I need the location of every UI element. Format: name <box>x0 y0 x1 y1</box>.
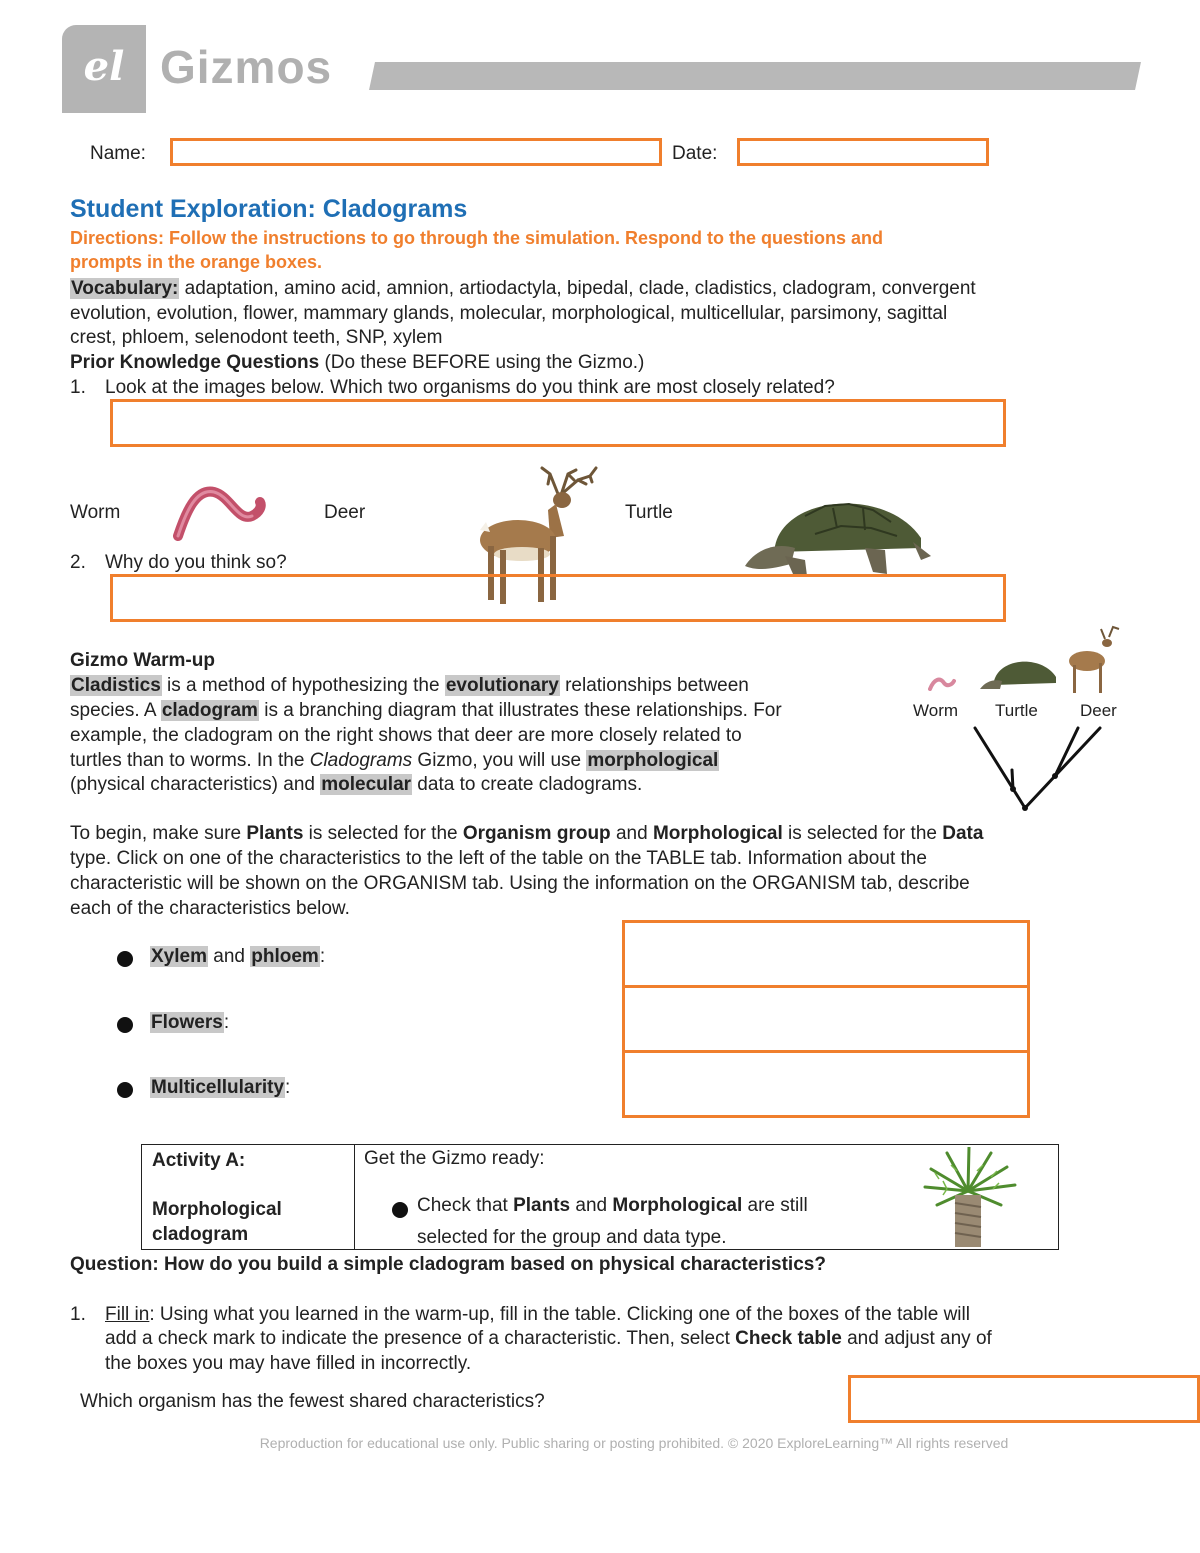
begin-line-3: characteristic will be shown on the ORGANISM tab. Using the information on the ORGANISM tab, describe <box>70 873 970 894</box>
fill-line-2 <box>105 1326 992 1351</box>
vocabulary-line-3: crest, phloem, selenodont teeth, SNP, xylem <box>70 327 443 348</box>
begin-text: is selected for the <box>303 823 463 844</box>
characteristic-colon: : <box>223 1012 230 1033</box>
cladogram-label-deer: Deer <box>1080 701 1117 720</box>
vocabulary-line-1 <box>70 276 976 301</box>
warmup-line-1 <box>70 673 749 698</box>
check-text: are still <box>742 1195 808 1216</box>
cladogram-figure <box>900 625 1140 815</box>
gizmo-ready-label: Get the Gizmo ready: <box>364 1148 545 1169</box>
begin-text: is selected for the <box>782 823 943 844</box>
warmup-heading: Gizmo Warm-up <box>70 650 215 671</box>
warmup-text: (physical characteristics) and <box>70 774 321 795</box>
warmup-line-4 <box>70 748 719 773</box>
vocabulary-text: adaptation, amino acid, amnion, artiodactyla, bipedal, clade, cladistics, cladogram, convergent <box>184 278 976 299</box>
warmup-text: Gizmo, you will use <box>412 750 587 771</box>
prior-heading-label: Prior Knowledge Questions <box>70 352 320 373</box>
fewest-answer-box[interactable] <box>848 1375 1200 1423</box>
date-label: Date: <box>672 143 718 164</box>
directions-line-1: Directions: Follow the instructions to go through the simulation. Respond to the questions and <box>70 228 883 248</box>
fill-text: and adjust any of <box>841 1328 992 1349</box>
characteristic-colon: : <box>285 1077 291 1098</box>
warmup-line-3: example, the cladogram on the right shows that deer are more closely related to <box>70 725 742 746</box>
characteristic-multicellularity <box>150 1075 290 1100</box>
term-flowers: Flowers <box>151 1012 223 1033</box>
header <box>0 0 1200 120</box>
multicellularity-answer-box[interactable] <box>622 1050 1030 1118</box>
logo-icon <box>62 25 146 113</box>
directions-line-2: prompts in the orange boxes. <box>70 252 323 272</box>
check-text: and <box>570 1195 613 1216</box>
flowers-answer-box[interactable] <box>622 985 1030 1053</box>
term-molecular: molecular <box>321 774 412 795</box>
organism-label-turtle: Turtle <box>625 502 673 523</box>
prior-note: (Do these BEFORE using the Gizmo.) <box>324 352 645 373</box>
activity-question: Question: How do you build a simple cladogram based on physical characteristics? <box>70 1254 826 1275</box>
header-bar <box>369 62 1141 90</box>
brand-name: Gizmos <box>160 41 333 93</box>
term-cladogram: cladogram <box>161 700 258 721</box>
q1-answer-box[interactable] <box>110 399 1006 447</box>
bullet-icon <box>117 1017 133 1033</box>
check-line-2: selected for the group and data type. <box>417 1227 727 1248</box>
bullet-icon <box>392 1202 408 1218</box>
begin-organism-group: Organism group <box>462 823 611 844</box>
term-xylem: Xylem <box>151 946 207 967</box>
logo-text: el <box>83 43 125 90</box>
begin-line-4: each of the characteristics below. <box>70 898 350 919</box>
warmup-text: turtles than to worms. In the <box>70 750 310 771</box>
cladogram-label-turtle: Turtle <box>995 701 1038 720</box>
turtle-image <box>745 486 935 578</box>
xylem-phloem-answer-box[interactable] <box>622 920 1030 988</box>
warmup-text: relationships between <box>559 675 749 696</box>
fewest-question: Which organism has the fewest shared characteristics? <box>80 1391 545 1412</box>
check-line-1 <box>417 1195 808 1217</box>
begin-line-1 <box>70 821 983 846</box>
begin-plants: Plants <box>246 823 304 844</box>
prior-heading <box>70 350 644 375</box>
activity-name-1: Morphological <box>152 1199 282 1220</box>
warmup-line-5 <box>70 772 642 797</box>
term-phloem: phloem <box>251 946 319 967</box>
q1-num: 1. <box>70 377 86 398</box>
characteristic-xylem-phloem <box>150 944 325 969</box>
term-evolutionary: evolutionary <box>445 675 559 696</box>
begin-text: and <box>610 823 653 844</box>
name-field[interactable] <box>170 138 662 166</box>
check-morphological: Morphological <box>612 1195 743 1216</box>
fill-line-3: the boxes you may have filled in incorrectly. <box>105 1353 472 1374</box>
check-table-term: Check table <box>735 1328 842 1349</box>
term-morphological: morphological <box>587 750 719 771</box>
name-label: Name: <box>90 143 146 164</box>
fill-num: 1. <box>70 1304 86 1325</box>
vocabulary-line-2: evolution, evolution, flower, mammary glands, molecular, morphological, multicellular, parsimony, sagittal <box>70 303 948 324</box>
warmup-text: data to create cladograms. <box>412 774 643 795</box>
page-title: Student Exploration: Cladograms <box>70 195 468 223</box>
vocabulary-label: Vocabulary: <box>71 278 179 299</box>
warmup-text: species. A <box>70 700 161 721</box>
characteristic-colon: : <box>319 946 326 967</box>
characteristic-text: and <box>207 946 251 967</box>
q1-text: Look at the images below. Which two organisms do you think are most closely related? <box>105 377 835 398</box>
begin-morphological: Morphological <box>652 823 783 844</box>
activity-name-2: cladogram <box>152 1224 249 1245</box>
gizmo-name: Cladograms <box>309 750 413 771</box>
organism-label-deer: Deer <box>324 502 366 523</box>
activity-label: Activity A: <box>152 1150 246 1171</box>
activity-divider <box>354 1145 355 1249</box>
fill-text: add a check mark to indicate the presence of a characteristic. Then, select <box>105 1328 736 1349</box>
q2-text: Why do you think so? <box>105 552 287 573</box>
begin-line-2: type. Click on one of the characteristics to the left of the table on the TABLE tab. Information about the <box>70 848 927 869</box>
date-field[interactable] <box>737 138 989 166</box>
fill-in-label: Fill in <box>105 1304 150 1325</box>
q2-num: 2. <box>70 552 86 573</box>
term-multicellularity: Multicellularity <box>151 1077 285 1098</box>
worm-image <box>172 482 268 542</box>
warmup-text: is a branching diagram that illustrates these relationships. For <box>258 700 782 721</box>
plant-image <box>917 1147 1019 1249</box>
warmup-text: is a method of hypothesizing the <box>161 675 445 696</box>
fill-line-1 <box>105 1302 970 1327</box>
cladogram-tree <box>900 625 1140 815</box>
activity-table <box>141 1144 1059 1250</box>
cladogram-label-worm: Worm <box>913 701 959 720</box>
bullet-icon <box>117 1082 133 1098</box>
check-text: Check that <box>417 1195 514 1216</box>
begin-data: Data <box>942 823 984 844</box>
characteristic-flowers <box>150 1010 229 1035</box>
q2-answer-box[interactable] <box>110 574 1006 622</box>
footer-notice: Reproduction for educational use only. Public sharing or posting prohibited. © 2020 ExploreLearning™ All rights reserved <box>259 1435 1009 1451</box>
term-cladistics: Cladistics <box>71 675 161 696</box>
warmup-line-2 <box>70 698 782 723</box>
bullet-icon <box>117 951 133 967</box>
check-plants: Plants <box>513 1195 571 1216</box>
organism-label-worm: Worm <box>70 502 121 523</box>
begin-text: To begin, make sure <box>70 823 247 844</box>
fill-text: : Using what you learned in the warm-up, fill in the table. Clicking one of the boxes of the table will <box>149 1304 970 1325</box>
